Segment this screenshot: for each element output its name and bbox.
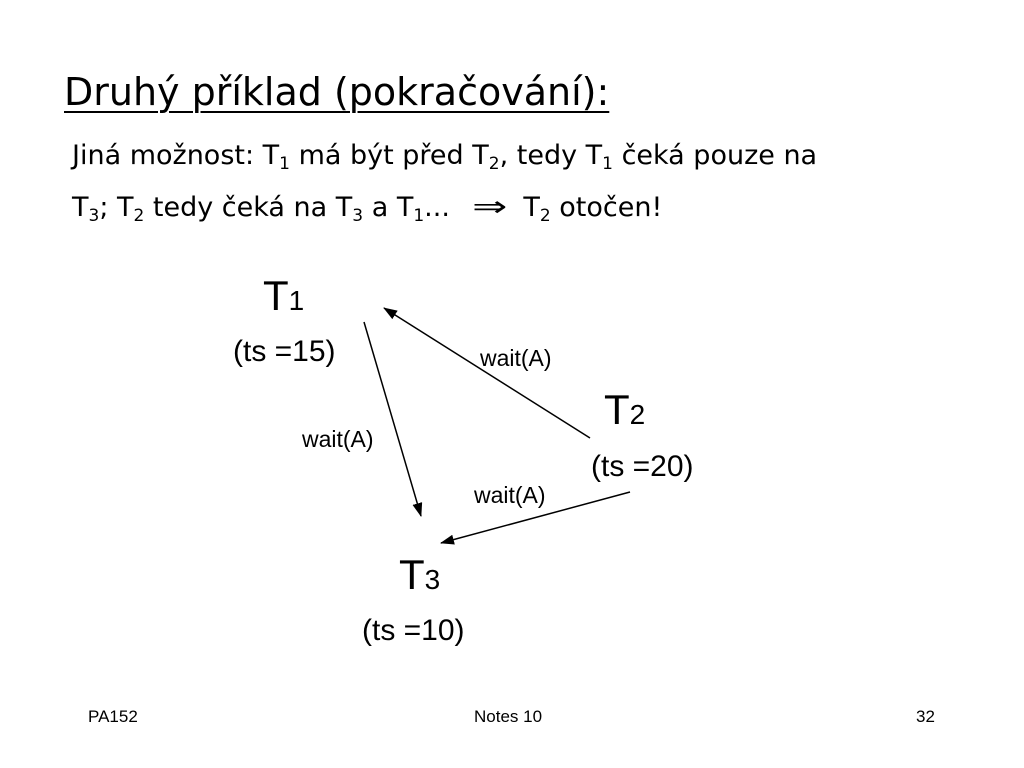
- text-span: čeká pouze na: [612, 140, 818, 171]
- text-span: ...: [424, 192, 450, 223]
- node-letter: T: [263, 272, 289, 319]
- slide-title: Druhý příklad (pokračování):: [64, 70, 610, 114]
- text-span: otočen!: [550, 192, 663, 223]
- subscript: 1: [413, 206, 425, 226]
- edge-t2-to-t1-arrow: [384, 308, 590, 438]
- node-t1-timestamp: (ts =15): [233, 335, 336, 368]
- subscript: 2: [539, 206, 551, 226]
- text-span: T: [72, 192, 89, 223]
- footer-page-number: 32: [916, 707, 935, 726]
- subscript: 2: [488, 154, 500, 174]
- footer-title: Notes 10: [474, 707, 543, 726]
- edge-t1-to-t3-arrow: [364, 322, 421, 516]
- subscript: 1: [279, 154, 290, 174]
- text-span: tedy čeká na T: [144, 192, 353, 223]
- subscript: 3: [88, 206, 100, 226]
- node-t1-label: [263, 272, 304, 320]
- subscript: 3: [352, 206, 364, 226]
- node-letter: T: [604, 386, 630, 433]
- text-span: T: [523, 192, 540, 223]
- subscript: 1: [602, 154, 613, 174]
- node-index: 2: [629, 399, 646, 430]
- text-span: má být před T: [289, 140, 489, 171]
- node-t3-timestamp: (ts =10): [362, 614, 465, 647]
- node-letter: T: [399, 551, 425, 598]
- implies-arrow-icon: ⇒: [472, 190, 508, 223]
- text-span: ; T: [99, 192, 134, 223]
- edge-t1-t3-label: wait(A): [302, 426, 374, 452]
- footer-course-code: PA152: [88, 707, 138, 726]
- subscript: 2: [133, 206, 145, 226]
- node-t3-label: [399, 551, 440, 599]
- edge-t2-t1-label: wait(A): [480, 345, 552, 371]
- text-span: a T: [363, 192, 414, 223]
- node-t2-label: [604, 386, 645, 434]
- text-span: , tedy T: [499, 140, 603, 171]
- edge-t2-t3-label: wait(A): [474, 482, 546, 508]
- node-index: 3: [424, 564, 441, 595]
- text-span: Jiná možnost: T: [72, 140, 280, 171]
- node-index: 1: [288, 285, 305, 316]
- node-t2-timestamp: (ts =20): [591, 450, 694, 483]
